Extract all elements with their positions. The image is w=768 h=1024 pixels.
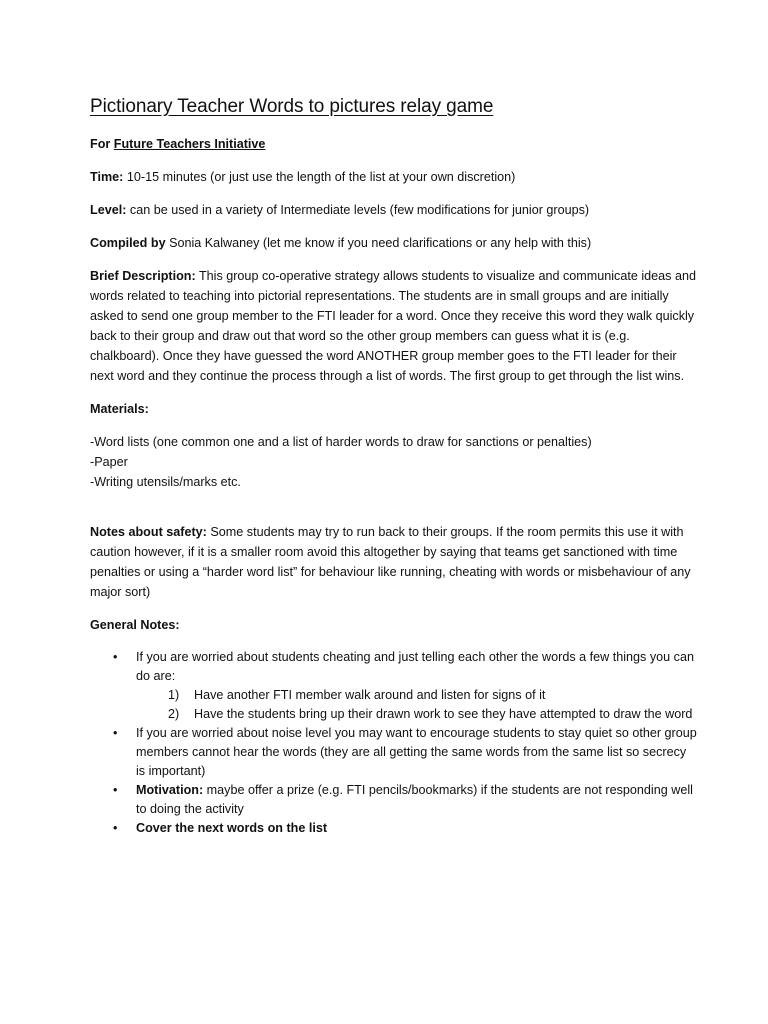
safety-paragraph <box>90 522 698 602</box>
description-paragraph <box>90 266 698 386</box>
motivation-label: Motivation: <box>136 783 204 797</box>
compiled-line <box>90 233 698 253</box>
bullet-icon: • <box>113 650 118 664</box>
for-line <box>90 134 698 154</box>
material-item: -Paper <box>90 455 128 469</box>
safety-label: Notes about safety: <box>90 525 207 539</box>
list-item <box>113 648 698 724</box>
material-item: -Writing utensils/marks etc. <box>90 475 241 489</box>
sublist-text: Have another FTI member walk around and listen for signs of it <box>194 688 546 702</box>
sublist-item <box>168 686 698 705</box>
sublist-text: Have the students bring up their drawn work to see they have attempted to draw the word <box>194 707 693 721</box>
materials-heading <box>90 399 698 419</box>
level-label: Level: <box>90 203 127 217</box>
level-line <box>90 200 698 220</box>
general-notes-label: General Notes: <box>90 618 180 632</box>
bullet-text: If you are worried about students cheating and just telling each other the words a few things you can do are: <box>136 650 694 683</box>
compiled-label: Compiled by <box>90 236 166 250</box>
for-prefix: For <box>90 137 114 151</box>
level-text: can be used in a variety of Intermediate levels (few modifications for junior groups) <box>126 203 590 217</box>
time-label: Time: <box>90 170 124 184</box>
list-item <box>113 819 698 838</box>
bullet-icon: • <box>113 726 118 740</box>
list-item <box>113 781 698 819</box>
materials-label: Materials: <box>90 402 149 416</box>
description-text: This group co-operative strategy allows students to visualize and communicate ideas and words related to teaching into pictorial representations. The students are in small groups and are initially asked to send one group member to the FTI leader for a word. Once they receive this word they walk quickly back to their group and draw out that word so the other group members can guess what it is (e.g. chalkboard). Once they have guessed the word ANOTHER group member goes to the FTI leader for their next word and they continue the process through a list of words. The first group to get through the list wins. <box>90 269 696 383</box>
general-notes-list <box>113 648 698 838</box>
bullet-icon: • <box>113 821 118 835</box>
description-label: Brief Description: <box>90 269 196 283</box>
list-item <box>113 724 698 781</box>
sublist-item <box>168 705 698 724</box>
materials-list <box>90 432 698 492</box>
general-notes-heading <box>90 615 698 635</box>
organization-name: Future Teachers Initiative <box>113 137 266 151</box>
numbered-sublist <box>136 686 698 724</box>
compiled-text: Sonia Kalwaney (let me know if you need clarifications or any help with this) <box>165 236 592 250</box>
document-title: Pictionary Teacher Words to pictures relay game <box>90 96 494 117</box>
material-item: -Word lists (one common one and a list of harder words to draw for sanctions or penalties) <box>90 435 592 449</box>
bullet-text: Cover the next words on the list <box>136 821 328 835</box>
time-line <box>90 167 698 187</box>
bullet-text: If you are worried about noise level you may want to encourage students to stay quiet so other group members cannot hear the words (they are all getting the same words from the same list so secrecy is important) <box>136 726 697 778</box>
sublist-number: 2) <box>168 707 180 721</box>
bullet-text: maybe offer a prize (e.g. FTI pencils/bookmarks) if the students are not responding well to doing the activity <box>136 783 693 816</box>
time-text: 10-15 minutes (or just use the length of the list at your own discretion) <box>123 170 516 184</box>
sublist-number: 1) <box>168 688 180 702</box>
safety-text: Some students may try to run back to their groups. If the room permits this use it with caution however, if it is a smaller room avoid this altogether by saying that teams get sanctioned with time penalties or using a “harder word list” for behaviour like running, cheating with words or misbehaviour of any major sort) <box>90 525 691 599</box>
bullet-icon: • <box>113 783 118 797</box>
